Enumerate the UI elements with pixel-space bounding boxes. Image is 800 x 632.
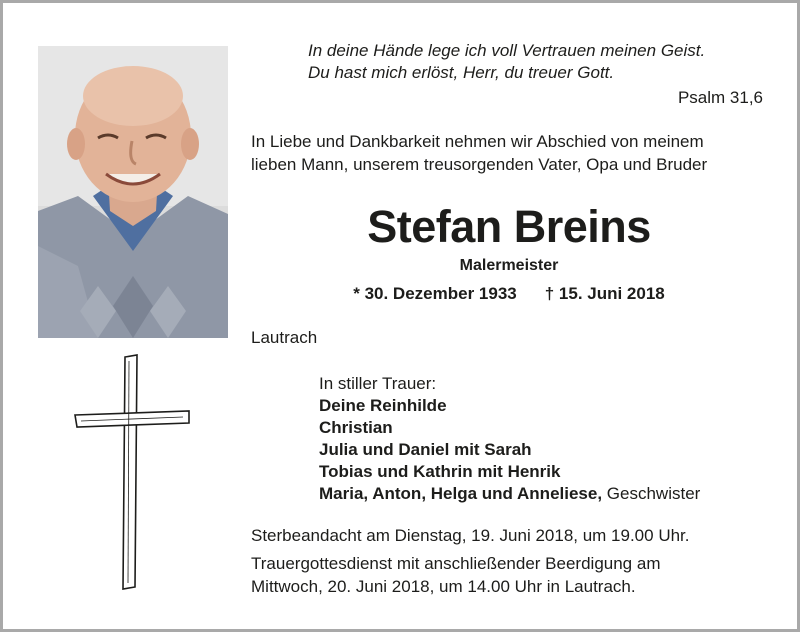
- mourner-entry: Christian: [319, 418, 393, 437]
- mourner-entry: Deine Reinhilde: [319, 396, 447, 415]
- mourners-heading: In stiller Trauer:: [319, 374, 437, 393]
- mourner-entry: Julia und Daniel mit Sarah: [319, 440, 532, 459]
- death-date: † 15. Juni 2018: [544, 284, 665, 303]
- mourner-entry: Tobias und Kathrin mit Henrik: [319, 462, 561, 481]
- hometown: Lautrach: [251, 328, 318, 347]
- life-dates: [251, 282, 767, 306]
- psalm-reference: Psalm 31,6: [677, 88, 763, 107]
- psalm-verse: [308, 40, 770, 84]
- funeral-line-2: Mittwoch, 20. Juni 2018, um 14.00 Uhr in Lautrach.: [251, 577, 636, 596]
- mourners-list: [319, 373, 789, 505]
- service-info: [251, 524, 781, 598]
- deceased-profession: Malermeister: [459, 257, 559, 274]
- funeral-service: [251, 552, 781, 598]
- intro-line-2: lieben Mann, unserem treusorgenden Vater, Opa und Bruder: [251, 155, 708, 174]
- psalm-line-1: In deine Hände lege ich voll Vertrauen meinen Geist.: [308, 41, 706, 60]
- birth-date: * 30. Dezember 1933: [353, 284, 517, 303]
- psalm-line-2: Du hast mich erlöst, Herr, du treuer Gott.: [308, 63, 615, 82]
- siblings-note: Geschwister: [606, 484, 701, 503]
- cross-icon: [71, 353, 195, 593]
- funeral-line-1: Trauergottesdienst mit anschließender Beerdigung am: [251, 554, 661, 573]
- prayer-service: Sterbeandacht am Dienstag, 19. Juni 2018, um 19.00 Uhr.: [251, 526, 690, 545]
- mourner-entry-siblings: [319, 483, 789, 505]
- siblings-names: Maria, Anton, Helga und Anneliese,: [319, 484, 603, 503]
- intro-line-1: In Liebe und Dankbarkeit nehmen wir Abschied von meinem: [251, 132, 704, 151]
- deceased-name: Stefan Breins: [367, 201, 651, 252]
- portrait-photo: [38, 46, 228, 338]
- farewell-intro: [251, 130, 781, 176]
